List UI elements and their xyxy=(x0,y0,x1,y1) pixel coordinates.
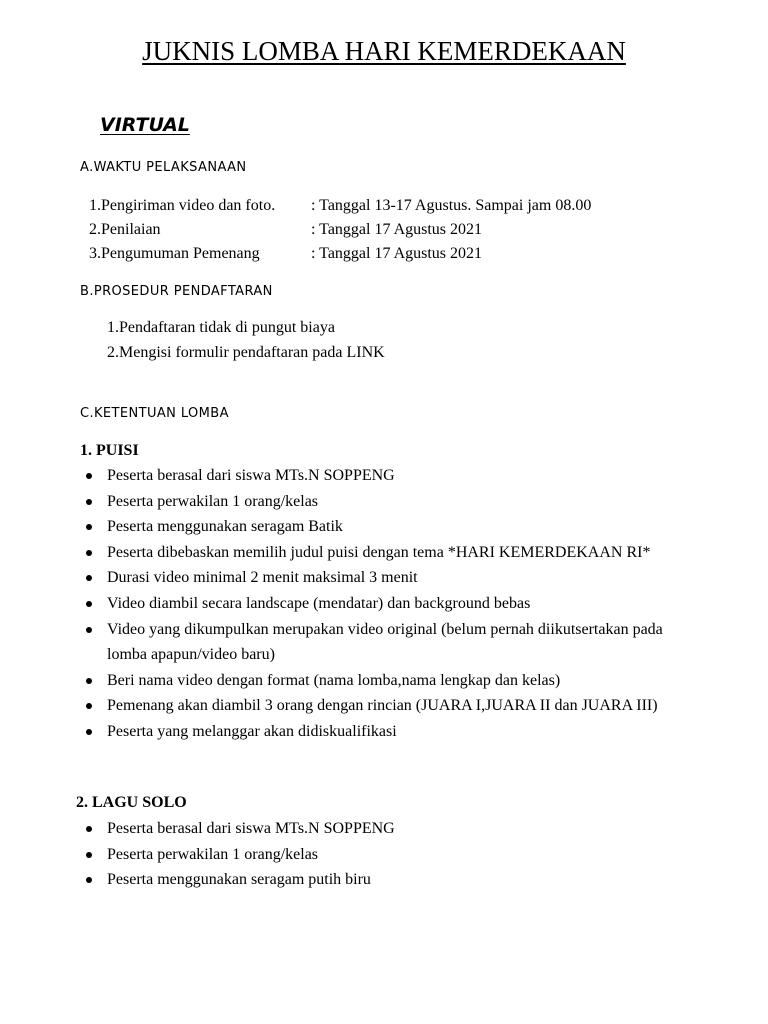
rule-text: Peserta menggunakan seragam Batik xyxy=(107,518,343,536)
schedule-row-value: : Tanggal 17 Agustus 2021 xyxy=(311,245,483,262)
lagu-solo-rules-list xyxy=(80,816,395,893)
bullet-icon xyxy=(86,473,92,479)
bullet-icon xyxy=(86,877,92,883)
list-item xyxy=(80,816,395,842)
bullet-icon xyxy=(86,550,92,556)
rule-text: Peserta yang melanggar akan didiskualifikasi xyxy=(107,722,397,740)
rule-text: Peserta perwakilan 1 orang/kelas xyxy=(107,845,319,863)
bullet-icon xyxy=(86,575,92,581)
list-item xyxy=(80,489,663,515)
schedule-row-value: : Tanggal 13-17 Agustus. Sampai jam 08.00 xyxy=(311,197,592,214)
rule-text: Video diambil secara landscape (mendatar) dan background bebas xyxy=(107,594,531,612)
document-title: JUKNIS LOMBA HARI KEMERDEKAAN xyxy=(142,36,626,66)
bullet-icon xyxy=(86,524,92,530)
schedule-row-label: 1.Pengiriman video dan foto. xyxy=(89,197,276,214)
schedule-row-value: : Tanggal 17 Agustus 2021 xyxy=(311,221,483,238)
rule-text: Pemenang akan diambil 3 orang dengan rincian (JUARA I,JUARA II dan JUARA III) xyxy=(107,697,658,715)
list-item xyxy=(80,463,663,489)
bullet-icon xyxy=(86,826,92,832)
bullet-icon xyxy=(86,703,92,709)
list-item xyxy=(80,668,663,694)
section-b-heading: B.PROSEDUR PENDAFTARAN xyxy=(80,284,273,299)
list-item xyxy=(80,591,663,617)
list-item-continuation xyxy=(80,642,663,668)
bullet-icon xyxy=(86,729,92,735)
list-item xyxy=(80,867,395,893)
document-subtitle: VIRTUAL xyxy=(100,114,190,136)
bullet-icon xyxy=(86,852,92,858)
bullet-icon xyxy=(86,499,92,505)
list-item xyxy=(80,693,663,719)
rule-text: Peserta dibebaskan memilih judul puisi dengan tema *HARI KEMERDEKAAN RI* xyxy=(107,543,651,561)
rule-text: Peserta berasal dari siswa MTs.N SOPPENG xyxy=(107,467,395,484)
list-item xyxy=(80,540,663,566)
rule-text: lomba apapun/video baru) xyxy=(107,646,275,664)
section-c-heading: C.KETENTUAN LOMBA xyxy=(80,406,229,421)
list-item xyxy=(80,617,663,643)
bullet-icon xyxy=(86,601,92,607)
section-a-heading: A.WAKTU PELAKSANAAN xyxy=(80,160,247,175)
procedure-item: 2.Mengisi formulir pendaftaran pada LINK xyxy=(107,344,385,361)
list-item xyxy=(80,565,663,591)
schedule-row-label: 2.Penilaian xyxy=(89,221,161,238)
puisi-heading: 1. PUISI xyxy=(80,442,139,459)
list-item xyxy=(80,514,663,540)
bullet-icon xyxy=(86,678,92,684)
rule-text: Beri nama video dengan format (nama lomba,nama lengkap dan kelas) xyxy=(107,671,561,689)
bullet-icon xyxy=(86,627,92,633)
puisi-rules-list xyxy=(80,463,663,745)
list-item xyxy=(80,842,395,868)
rule-text: Peserta menggunakan seragam putih biru xyxy=(107,871,371,889)
procedure-item: 1.Pendaftaran tidak di pungut biaya xyxy=(107,319,335,336)
rule-text: Peserta berasal dari siswa MTs.N SOPPENG xyxy=(107,820,395,837)
rule-text: Video yang dikumpulkan merupakan video original (belum pernah diikutsertakan pada xyxy=(107,620,663,638)
rule-text: Durasi video minimal 2 menit maksimal 3 menit xyxy=(107,569,418,587)
lagu-solo-heading: 2. LAGU SOLO xyxy=(76,794,187,811)
rule-text: Peserta perwakilan 1 orang/kelas xyxy=(107,492,319,510)
schedule-row-label: 3.Pengumuman Pemenang xyxy=(89,245,260,262)
list-item xyxy=(80,719,663,745)
